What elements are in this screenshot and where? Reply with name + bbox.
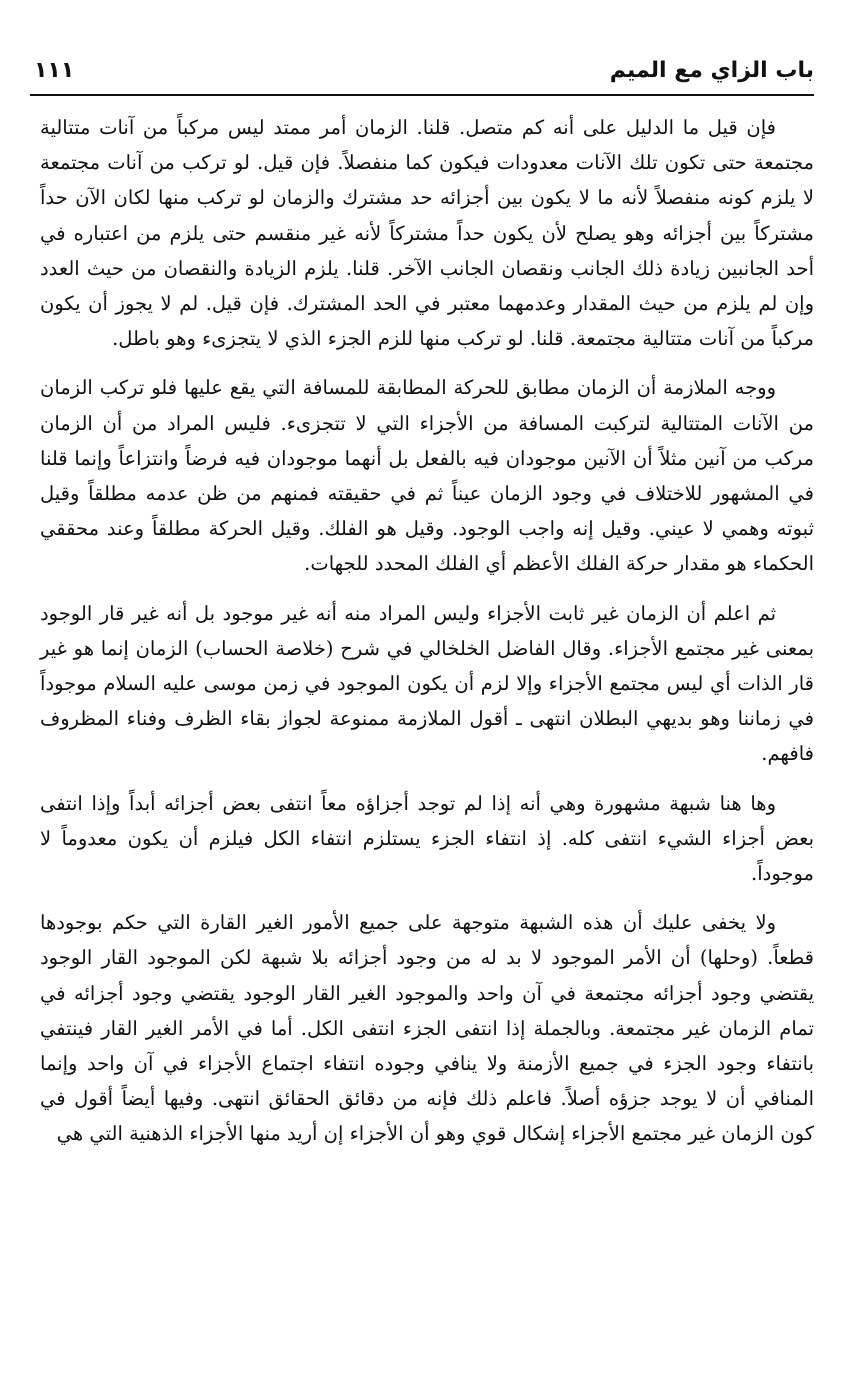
paragraph-3: ثم اعلم أن الزمان غير ثابت الأجزاء وليس المراد منه أنه غير موجود بل أنه غير قار الوجود بمعنى غير مجتمع الأجزاء. وقال الفاضل الخلخالي في شرح (خلاصة الحساب) الزمان إنما هو غير قار الذات أي ليس مجتمع الأجزاء وإلا لزم أن يكون الموجود في زمن موسى عليه السلام موجوداً في زماننا وهو بديهي البطلان انتهى ـ أقول الملازمة ممنوعة لجواز بقاء الظرف وفناء المظروف فافهم. [40,601,814,766]
running-header [30,52,814,96]
chapter-title: باب الزاي مع الميم [609,58,814,83]
page-number: ١١١ [34,58,75,83]
paragraph-4: وها هنا شبهة مشهورة وهي أنه إذا لم توجد أجزاؤه معاً انتفى بعض أجزائه أبداً وإذا انتفى بعض أجزاء الشيء انتفى كله. إذ انتفاء الجزء يستلزم انتفاء الكل فيلزم أن يكون معدوماً لا موجوداً. [40,791,814,886]
paragraph-5: ولا يخفى عليك أن هذه الشبهة متوجهة على جميع الأمور الغير القارة التي حكم بوجودها قطعاً. (وحلها) أن الأمر الموجود لا بد له من وجود أجزائه بلا شبهة لكن الموجود القار الوجود يقتضي وجود أجزائه مجتمعة في آن واحد والموجود الغير القار الوجود يقتضي وجود أجزائه في تمام الزمان غير مجتمعة. وبالجملة إذا انتفى الجزء انتفى الكل. أما في الأمر الغير القار فينتفي بانتفاء وجود الجزء في جميع الأزمنة ولا ينافي وجوده انتفاء اجتماع الأجزاء في آن واحد وإنما المنافي أن لا يوجد جزؤه أصلاً. فاعلم ذلك فإنه من دقائق الحقائق انتهى. وفيها أيضاً أقول في كون الزمان غير مجتمع الأجزاء إشكال قوي وهو أن الأجزاء إن أريد منها الأجزاء الذهنية التي هي [40,911,814,1146]
paragraph-2: ووجه الملازمة أن الزمان مطابق للحركة المطابقة للمسافة التي يقع عليها فلو تركب الزمان من الآنات المتتالية لتركبت المسافة من الأجزاء التي لا تتجزىء. فليس المراد من أن الزمان مركب من آنين مثلاً أن الآنين موجودان فيه بالفعل بل أنهما موجودان فيه فرضاً وانتزاعاً وإنما قلنا في المشهور للاختلاف في وجود الزمان عيناً ثم في حقيقته فمنهم من ظن عدمه مطلقاً وقيل ثبوته وهمي لا عيني. وقيل إنه واجب الوجود. وقيل هو الفلك. وقيل الحركة مطلقاً وعند محققي الحكماء هو مقدار حركة الفلك الأعظم أي الفلك المحدد للجهات. [40,376,814,576]
page-body [40,110,814,1166]
paragraph-1: فإن قيل ما الدليل على أنه كم متصل. قلنا. الزمان أمر ممتد ليس مركباً من آنات متتالية مجتمعة حتى تكون تلك الآنات معدودات فيكون كما منفصلاً. فإن قيل. لو تركب من آنات مجتمعة لا يلزم كونه منفصلاً لأنه ما لا يكون بين أجزائه حد مشترك والزمان لو تركب منها لكان الآن حداً مشتركاً بين أجزائه وهو يصلح لأن يكون حداً مشتركاً لأنه غير منقسم حتى يلزم من اعتباره في أحد الجانبين زيادة ذلك الجانب ونقصان الجانب الآخر. قلنا. يلزم الزيادة والنقصان من حيث العدد وإن لم يلزم من حيث المقدار وعدمهما معتبر في الحد المشترك. فإن قيل. لم لا يجوز أن يكون مركباً من آنات متتالية مجتمعة. قلنا. لو تركب منها للزم الجزء الذي لا يتجزىء وهو باطل. [40,116,815,351]
